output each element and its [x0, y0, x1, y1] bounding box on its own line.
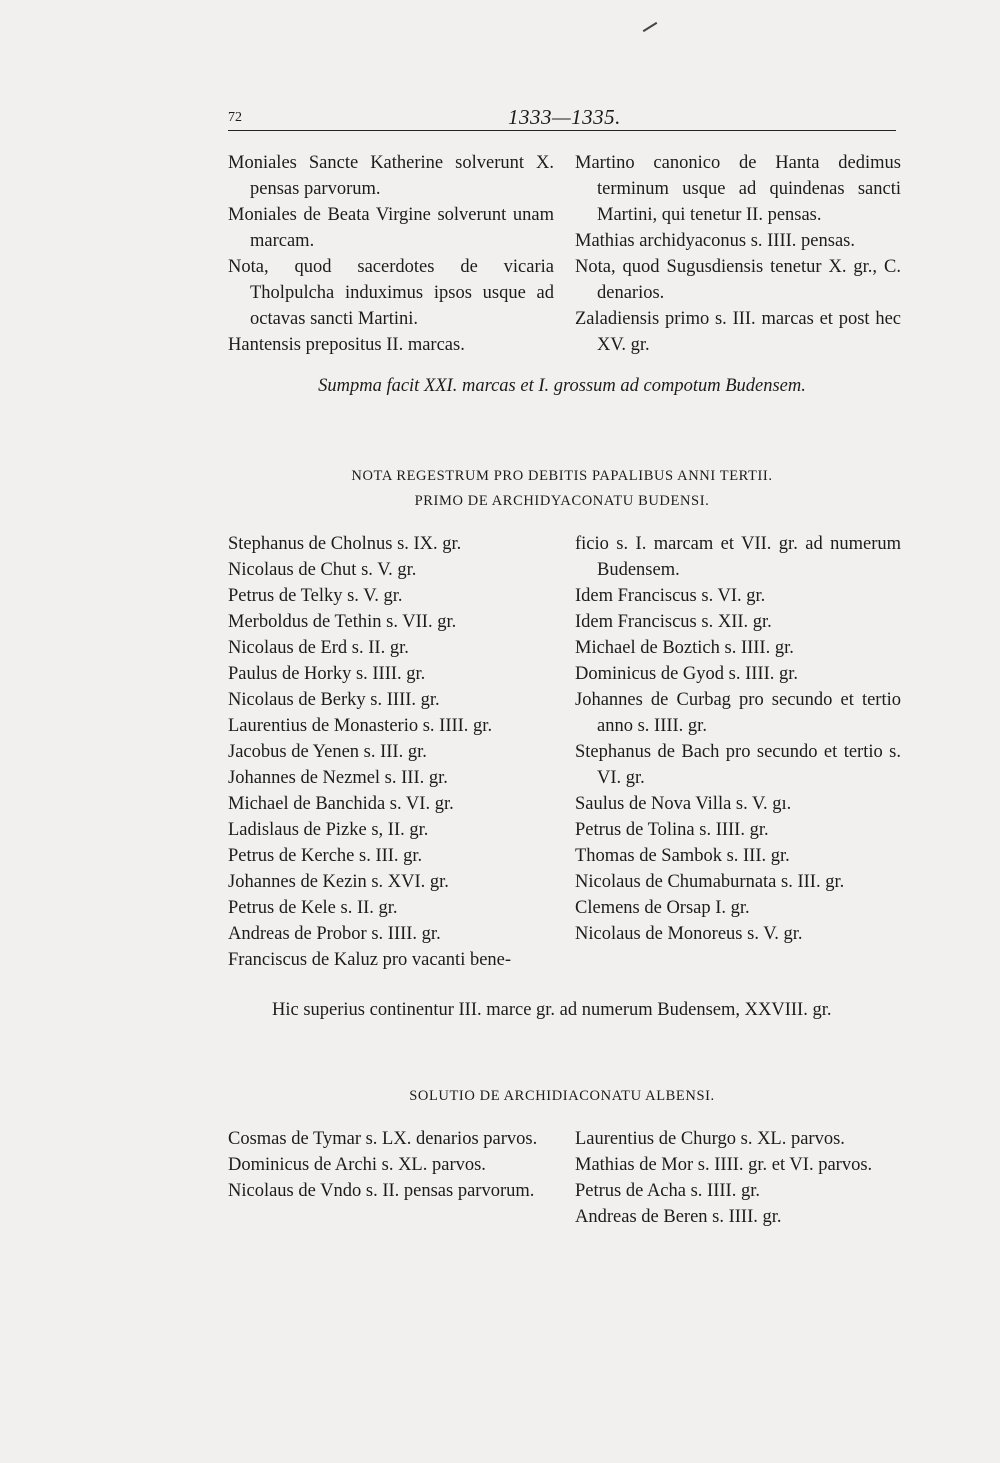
entry: Martino canonico de Hanta dedimus terminum usque ad quindenas sancti Martini, qui tenetur II. pensas. [575, 153, 901, 225]
list-item: Idem Franciscus s. XII. gr. [575, 612, 772, 632]
list-item: Saulus de Nova Villa s. V. gı. [575, 794, 792, 814]
list-item: Laurentius de Monasterio s. IIII. gr. [228, 716, 493, 736]
list-item: Petrus de Acha s. IIII. gr. [575, 1181, 760, 1201]
list-item: Andreas de Probor s. IIII. gr. [228, 924, 441, 944]
list-item: Jacobus de Yenen s. III. gr. [228, 742, 427, 762]
list-item: Nicolaus de Monoreus s. V. gr. [575, 924, 803, 944]
list-item: Nicolaus de Chut s. V. gr. [228, 560, 417, 580]
list-item: Petrus de Kerche s. III. gr. [228, 846, 423, 866]
entry: Moniales Sancte Katherine solverunt X. pensas parvorum. [228, 153, 554, 199]
list-item: Johannes de Nezmel s. III. gr. [228, 768, 448, 788]
heading-regestrum [228, 464, 896, 514]
section-1-left-column [228, 150, 554, 358]
list-item: Dominicus de Gyod s. IIII. gr. [575, 664, 798, 684]
entry: Nota, quod sacerdotes de vicaria Tholpulcha induximus ipsos usque ad octavas sancti Martini. [228, 257, 554, 329]
list-item: ficio s. I. marcam et VII. gr. ad numerum Budensem. [575, 534, 901, 580]
heading-line-1: NOTA REGESTRUM PRO DEBITIS PAPALIBUS ANNI TERTII. [351, 468, 773, 484]
list-item: Idem Franciscus s. VI. gr. [575, 586, 766, 606]
list-item: Petrus de Tolina s. IIII. gr. [575, 820, 769, 840]
list-item: Clemens de Orsap I. gr. [575, 898, 750, 918]
entry: Hantensis prepositus II. marcas. [228, 335, 465, 355]
list-item: Dominicus de Archi s. XL. parvos. [228, 1155, 486, 1175]
section-1-right-column [575, 150, 901, 358]
pencil-mark [643, 22, 658, 32]
list-item: Nicolaus de Vndo s. II. pensas parvorum. [228, 1181, 535, 1201]
list-item: Nicolaus de Erd s. II. gr. [228, 638, 409, 658]
list-item: Stephanus de Bach pro secundo et tertio s. VI. gr. [575, 742, 901, 788]
page-number: 72 [228, 110, 242, 125]
section-3-left-column [228, 1126, 554, 1204]
list-item: Paulus de Horky s. IIII. gr. [228, 664, 426, 684]
list-item: Stephanus de Cholnus s. IX. gr. [228, 534, 462, 554]
list-item: Laurentius de Churgo s. XL. parvos. [575, 1129, 845, 1149]
summa-line: Sumpma facit XXI. marcas et I. grossum ad compotum Budensem. [318, 376, 806, 396]
list-item: Ladislaus de Pizke s, II. gr. [228, 820, 429, 840]
list-item: Petrus de Telky s. V. gr. [228, 586, 403, 606]
list-item: Merboldus de Tethin s. VII. gr. [228, 612, 457, 632]
heading-line-2: PRIMO DE ARCHIDYACONATU BUDENSI. [414, 493, 710, 509]
list-item: Michael de Boztich s. IIII. gr. [575, 638, 794, 658]
list-item: Andreas de Beren s. IIII. gr. [575, 1207, 782, 1227]
list-item: Petrus de Kele s. II. gr. [228, 898, 398, 918]
total-line: Hic superius continentur III. marce gr. ad numerum Budensem, XXVIII. gr. [272, 1000, 832, 1020]
section-2-left-column [228, 531, 554, 973]
list-item: Nicolaus de Chumaburnata s. III. gr. [575, 872, 845, 892]
list-item: Franciscus de Kaluz pro vacanti bene- [228, 950, 512, 970]
list-item: Cosmas de Tymar s. LX. denarios parvos. [228, 1129, 538, 1149]
entry: Zaladiensis primo s. III. marcas et post hec XV. gr. [575, 309, 901, 355]
list-item: Nicolaus de Berky s. IIII. gr. [228, 690, 440, 710]
section-2-right-column [575, 531, 901, 947]
entry: Nota, quod Sugusdiensis tenetur X. gr., C. denarios. [575, 257, 901, 303]
section-3-right-column [575, 1126, 901, 1230]
list-item: Johannes de Kezin s. XVI. gr. [228, 872, 449, 892]
list-item: Mathias de Mor s. IIII. gr. et VI. parvos. [575, 1155, 873, 1175]
list-item: Thomas de Sambok s. III. gr. [575, 846, 790, 866]
list-item: Michael de Banchida s. VI. gr. [228, 794, 454, 814]
page-header [228, 105, 896, 131]
running-title: 1333—1335. [508, 105, 621, 129]
heading-albensi: SOLUTIO DE ARCHIDIACONATU ALBENSI. [409, 1088, 715, 1104]
entry: Moniales de Beata Virgine solverunt unam marcam. [228, 205, 554, 251]
list-item: Johannes de Curbag pro secundo et tertio anno s. IIII. gr. [575, 690, 901, 736]
entry: Mathias archidyaconus s. IIII. pensas. [575, 231, 855, 251]
